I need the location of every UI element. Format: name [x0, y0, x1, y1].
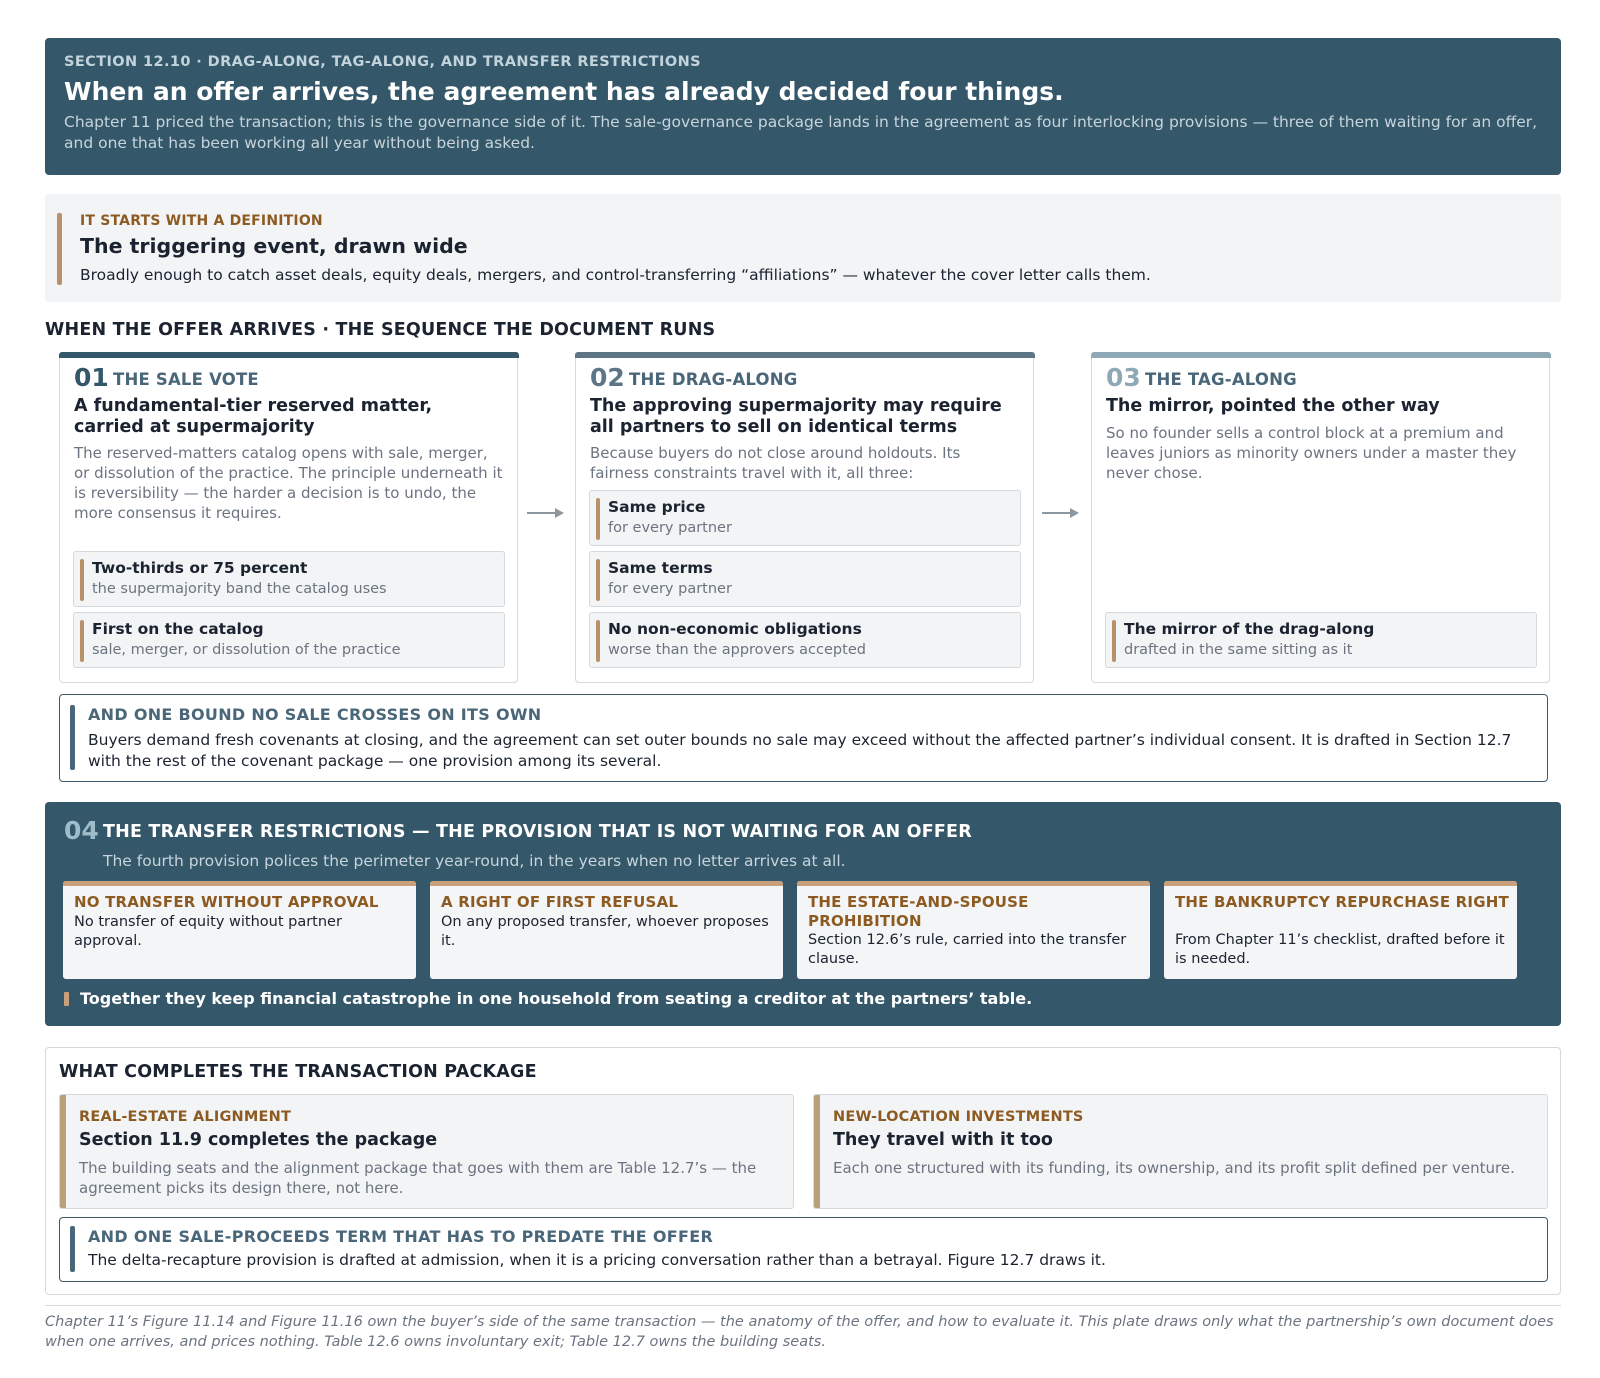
bound-body: Buyers demand fresh covenants at closing, and the agreement can set outer bounds no sale may exceed without the affected partner’s individual consent. It is drafted in Section 12.7 with the rest of the covenant package — one provision among its several. — [88, 731, 1512, 770]
completion-box-title: Section 11.9 completes the package — [79, 1130, 438, 1150]
card-topbar — [430, 881, 783, 886]
definition-body: Broadly enough to catch asset deals, equity deals, mergers, and control-transferring “affiliations” — whatever the cover letter calls them. — [80, 266, 1151, 284]
card-heading: The approving supermajority may require all partners to sell on identical terms — [590, 396, 1002, 437]
card-topbar — [1091, 352, 1551, 358]
item-heading: Two-thirds or 75 percent — [92, 559, 308, 577]
list-item — [1105, 612, 1537, 668]
item-accent-bar — [80, 620, 84, 662]
card-drag-along — [575, 352, 1034, 683]
transfer-number: 04 — [64, 816, 99, 845]
completion-box-title: They travel with it too — [833, 1130, 1053, 1150]
card-description: So no founder sells a control block at a premium and leaves juniors as minority owners under a master they never chose. — [1106, 424, 1517, 482]
transfer-card-heading: A RIGHT OF FIRST REFUSAL — [441, 893, 679, 911]
item-heading: First on the catalog — [92, 620, 264, 638]
item-accent-bar — [80, 559, 84, 601]
completion-box-body: Each one structured with its funding, its ownership, and its profit split defined per venture. — [833, 1159, 1515, 1177]
item-accent-bar — [1112, 620, 1116, 662]
card-description: Because buyers do not close around holdouts. Its fairness constraints travel with it, all three: — [590, 444, 961, 482]
item-heading: Same price — [608, 498, 706, 516]
transfer-restrictions-panel — [45, 802, 1561, 1026]
card-number: 02 — [590, 363, 625, 392]
item-accent-bar — [596, 498, 600, 540]
transfer-summary: Together they keep financial catastrophe in one household from seating a creditor at the partners’ table. — [80, 989, 1033, 1008]
proceeds-callout — [59, 1217, 1548, 1282]
item-subtext: sale, merger, or dissolution of the practice — [92, 642, 401, 658]
section-eyebrow: SECTION 12.10 · DRAG-ALONG, TAG-ALONG, AND TRANSFER RESTRICTIONS — [64, 54, 701, 70]
card-topbar — [575, 352, 1035, 358]
item-subtext: worse than the approvers accepted — [608, 642, 866, 658]
list-item — [73, 612, 505, 668]
divider — [45, 1305, 1561, 1306]
accent-bar — [814, 1095, 820, 1208]
sequence-title: WHEN THE OFFER ARRIVES · THE SEQUENCE THE DOCUMENT RUNS — [45, 320, 716, 340]
card-label: THE TAG-ALONG — [1145, 370, 1297, 389]
page-title: When an offer arrives, the agreement has already decided four things. — [64, 77, 1064, 106]
card-label: THE SALE VOTE — [113, 370, 259, 389]
page-subtitle: Chapter 11 priced the transaction; this is the governance side of it. The sale-governance package lands in the agreement as four interlocking provisions — three of them waiting for an offer, and one that has been working all year without being asked. — [64, 113, 1538, 152]
item-accent-bar — [596, 559, 600, 601]
accent-bar — [64, 992, 69, 1006]
item-subtext: drafted in the same sitting as it — [1124, 642, 1353, 658]
transfer-card-body: Section 12.6’s rule, carried into the transfer clause. — [808, 932, 1127, 967]
card-heading: The mirror, pointed the other way — [1106, 396, 1440, 416]
list-item — [589, 490, 1021, 546]
item-accent-bar — [596, 620, 600, 662]
accent-bar — [70, 1226, 75, 1272]
completion-box-eyebrow: REAL-ESTATE ALIGNMENT — [79, 1109, 292, 1125]
transfer-card-body: No transfer of equity without partner approval. — [74, 914, 342, 949]
arrow-right-icon — [1042, 506, 1080, 520]
bound-callout — [59, 694, 1548, 782]
list-item — [589, 612, 1021, 668]
card-tag-along — [1091, 352, 1550, 683]
transfer-card — [63, 881, 416, 979]
card-heading: A fundamental-tier reserved matter, carried at supermajority — [74, 396, 433, 437]
item-heading: Same terms — [608, 559, 713, 577]
transfer-card-heading: THE BANKRUPTCY REPURCHASE RIGHT — [1175, 893, 1509, 911]
accent-bar — [70, 705, 75, 770]
completion-title: WHAT COMPLETES THE TRANSACTION PACKAGE — [59, 1062, 537, 1082]
transfer-card-heading: THE ESTATE-AND-SPOUSE PROHIBITION — [808, 893, 1029, 930]
footnote: Chapter 11’s Figure 11.14 and Figure 11.16 own the buyer’s side of the same transaction — the anatomy of the offer, and how to evaluate it. This plate draws only what the partnership’s own document does when one arrives, and prices nothing. Table 12.6 owns involuntary exit; Table 12.7 owns the building seats. — [45, 1314, 1554, 1350]
definition-panel — [45, 194, 1561, 302]
definition-title: The triggering event, drawn wide — [80, 234, 468, 258]
definition-eyebrow: IT STARTS WITH A DEFINITION — [80, 213, 323, 229]
card-sale-vote — [59, 352, 518, 683]
proceeds-body: The delta-recapture provision is drafted at admission, when it is a pricing conversation rather than a betrayal. Figure 12.7 draws it. — [88, 1251, 1106, 1269]
list-item — [73, 551, 505, 607]
list-item — [589, 551, 1021, 607]
completion-box — [813, 1094, 1548, 1209]
transfer-card — [797, 881, 1150, 979]
proceeds-eyebrow: AND ONE SALE-PROCEEDS TERM THAT HAS TO PREDATE THE OFFER — [88, 1227, 714, 1246]
completion-box — [59, 1094, 794, 1209]
transfer-title: THE TRANSFER RESTRICTIONS — THE PROVISION THAT IS NOT WAITING FOR AN OFFER — [103, 822, 972, 842]
bound-eyebrow: AND ONE BOUND NO SALE CROSSES ON ITS OWN — [88, 705, 542, 724]
transfer-card-body: On any proposed transfer, whoever proposes it. — [441, 914, 769, 949]
card-topbar — [1164, 881, 1517, 886]
transfer-card-heading: NO TRANSFER WITHOUT APPROVAL — [74, 893, 379, 911]
card-label: THE DRAG-ALONG — [629, 370, 798, 389]
completion-panel — [45, 1047, 1561, 1295]
accent-bar — [60, 1095, 66, 1208]
card-topbar — [797, 881, 1150, 886]
arrow-right-icon — [527, 506, 565, 520]
completion-box-eyebrow: NEW-LOCATION INVESTMENTS — [833, 1109, 1084, 1125]
item-subtext: for every partner — [608, 581, 732, 597]
completion-box-body: The building seats and the alignment package that goes with them are Table 12.7’s — the agreement picks its design there, not here. — [79, 1159, 757, 1197]
card-number: 03 — [1106, 363, 1141, 392]
accent-bar — [57, 213, 62, 285]
transfer-card — [1164, 881, 1517, 979]
card-number: 01 — [74, 363, 109, 392]
card-topbar — [63, 881, 416, 886]
transfer-subtitle: The fourth provision polices the perimeter year-round, in the years when no letter arrives at all. — [103, 852, 846, 870]
section-header — [45, 38, 1561, 175]
item-heading: The mirror of the drag-along — [1124, 620, 1375, 638]
transfer-card — [430, 881, 783, 979]
item-subtext: for every partner — [608, 520, 732, 536]
card-description: The reserved-matters catalog opens with sale, merger, or dissolution of the practice. The principle underneath it is reversibility — the harder a decision is to undo, the more consensus it requires. — [74, 444, 503, 522]
item-heading: No non-economic obligations — [608, 620, 862, 638]
transfer-card-body: From Chapter 11’s checklist, drafted before it is needed. — [1175, 932, 1505, 967]
card-topbar — [59, 352, 519, 358]
item-subtext: the supermajority band the catalog uses — [92, 581, 387, 597]
